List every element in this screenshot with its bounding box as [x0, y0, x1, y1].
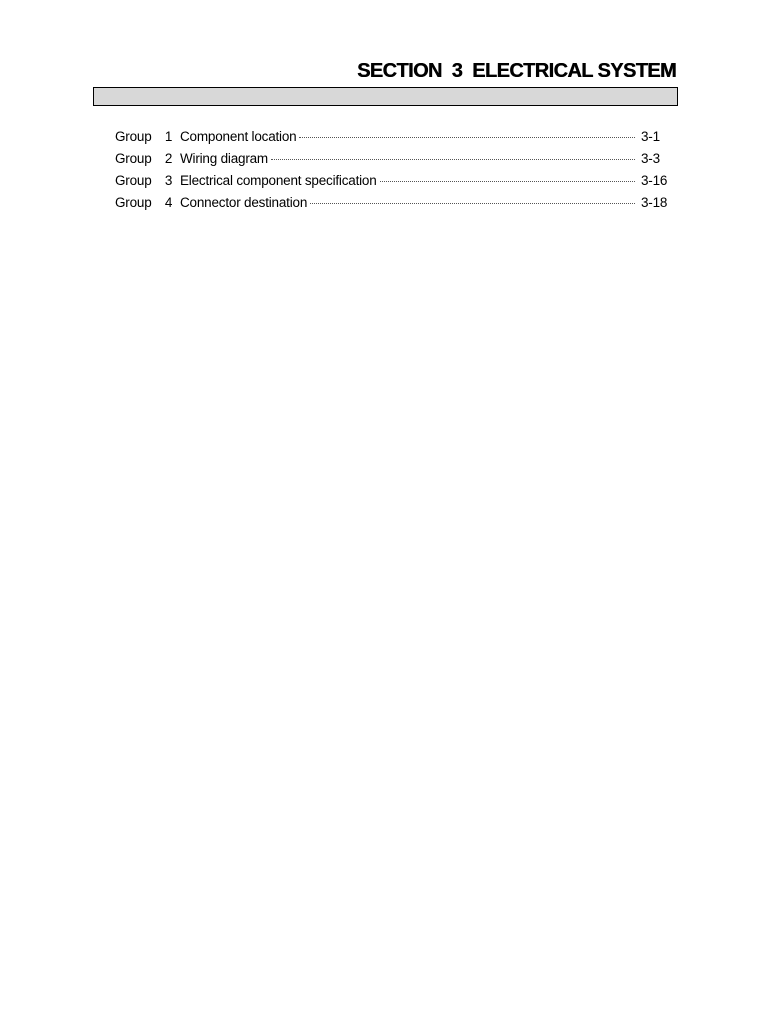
toc-page-number: 3-16: [641, 173, 668, 188]
toc-group-label: Group: [115, 129, 152, 144]
toc-entry-title: Electrical component specification: [180, 173, 377, 188]
dot-leader: [271, 159, 635, 160]
toc-page-number: 3-18: [641, 195, 668, 210]
toc-group-number: 4: [164, 195, 173, 210]
toc-page-number: 3-3: [641, 151, 660, 166]
toc-group-number: 1: [164, 129, 173, 144]
toc-entry-title: Wiring diagram: [180, 151, 268, 166]
title-bar: [93, 87, 678, 106]
toc-group-label: Group: [115, 195, 152, 210]
toc-entry-2[interactable]: [115, 148, 670, 170]
section-header: [93, 56, 678, 106]
table-of-contents: [115, 126, 670, 214]
toc-entry-title: Connector destination: [180, 195, 308, 210]
toc-group-number: 3: [164, 173, 173, 188]
toc-entry-title: Component location: [180, 129, 297, 144]
toc-page-number: 3-1: [641, 129, 660, 144]
toc-group-number: 2: [164, 151, 173, 166]
dot-leader: [380, 181, 635, 182]
toc-entry-1[interactable]: [115, 126, 670, 148]
section-title: SECTION 3 ELECTRICAL SYSTEM: [357, 60, 676, 82]
toc-group-label: Group: [115, 173, 152, 188]
toc-entry-4[interactable]: [115, 192, 670, 214]
dot-leader: [310, 203, 635, 204]
toc-entry-3[interactable]: [115, 170, 670, 192]
dot-leader: [299, 137, 635, 138]
toc-group-label: Group: [115, 151, 152, 166]
